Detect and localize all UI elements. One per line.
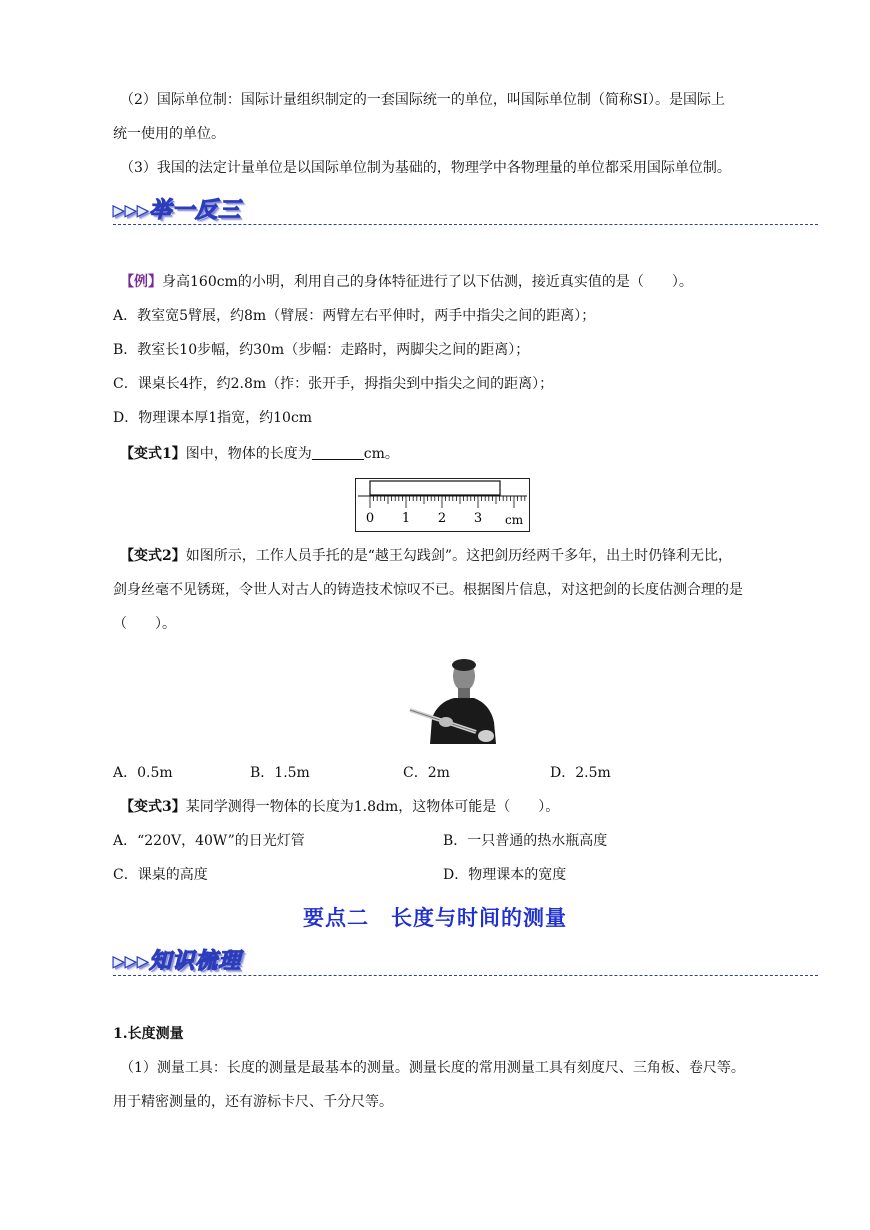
intro-p2-line1: （2）国际单位制：国际计量组织制定的一套国际统一的单位，叫国际单位制（简称SI）。是国际上: [120, 92, 726, 108]
length-p1-line1: （1）测量工具：长度的测量是最基本的测量。测量长度的常用测量工具有刻度尺、三角板、卷尺等。: [120, 1060, 745, 1076]
variant2-option-c: C．2m: [403, 765, 450, 781]
example-option-c: C．课桌长4拃，约2.8m（拃：张开手，拇指尖到中指尖之间的距离）；: [113, 376, 554, 392]
example-option-b: B．教室长10步幅，约30m（步幅：走路时，两脚尖之间的距离）；: [113, 342, 530, 358]
variant2-line1: [120, 546, 732, 566]
ruler-unit: cm: [505, 513, 524, 527]
variant1-text-before: 图中，物体的长度为: [185, 446, 312, 462]
measured-object: [370, 481, 500, 495]
variant1-question: [120, 444, 399, 464]
variant2-text-1: 如图所示，工作人员手托的是“越王勾践剑”。这把剑历经两千多年，出土时仍锋利无比，: [185, 548, 733, 564]
variant2-line3: （ ）。: [113, 616, 176, 632]
banner-knowledge-title: ▸▸▸知识梳理: [113, 949, 242, 974]
variant1-text-after: cm。: [363, 446, 399, 462]
variant3-option-d: D．物理课本的宽度: [443, 867, 567, 883]
banner-practice-title: ▸▸▸举一反三: [113, 198, 242, 223]
length-p1-line2: 用于精密测量的，还有游标卡尺、千分尺等。: [113, 1094, 393, 1110]
variant2-line2: 剑身丝毫不见锈斑，令世人对古人的铸造技术惊叹不已。根据图片信息，对这把剑的长度估测合理的是: [113, 582, 743, 598]
ruler-label-0: 0: [365, 511, 375, 526]
variant3-option-a: A．“220V，40W”的日光灯管: [113, 833, 305, 849]
right-hand: [478, 730, 494, 742]
variant2-option-a: A．0.5m: [113, 765, 173, 781]
variant2-label: 【变式2】: [120, 548, 186, 564]
banner-practice: [113, 193, 818, 227]
variant1-label: 【变式1】: [120, 446, 186, 462]
variant3-option-b: B．一只普通的热水瓶高度: [443, 833, 608, 849]
variant3-option-c: C．课桌的高度: [113, 867, 208, 883]
dashed-divider: [113, 975, 818, 976]
section-title: 要点二 长度与时间的测量: [303, 905, 567, 930]
ruler-label-1: 1: [401, 511, 411, 526]
example-text: 身高160cm的小明，利用自己的身体特征进行了以下估测，接近真实值的是（ ）。: [162, 274, 693, 290]
person-hair: [452, 659, 476, 671]
sword-photo: [408, 652, 500, 744]
ruler-figure: [355, 478, 530, 533]
variant2-option-d: D．2.5m: [550, 765, 611, 781]
variant3-label: 【变式3】: [120, 799, 186, 815]
example-question: [120, 272, 693, 292]
variant2-option-b: B．1.5m: [250, 765, 310, 781]
answer-blank: [312, 445, 364, 460]
length-heading: 1.长度测量: [113, 1026, 184, 1042]
example-option-a: A．教室宽5臂展，约8m（臂展：两臂左右平伸时，两手中指尖之间的距离）；: [113, 308, 596, 324]
variant3-question: [120, 797, 559, 817]
banner-knowledge: [113, 944, 818, 978]
intro-p2-line2: 统一使用的单位。: [113, 126, 225, 142]
intro-p3: （3）我国的法定计量单位是以国际单位制为基础的，物理学中各物理量的单位都采用国际单位制。: [120, 160, 731, 176]
left-hand: [439, 717, 453, 727]
variant3-text: 某同学测得一物体的长度为1.8dm，这物体可能是（ ）。: [185, 799, 560, 815]
example-option-d: D．物理课本厚1指宽，约10cm: [113, 410, 313, 426]
ruler-label-2: 2: [437, 511, 447, 526]
example-label: 【例】: [120, 274, 162, 290]
ruler-label-3: 3: [473, 511, 483, 526]
dashed-divider: [113, 224, 818, 225]
